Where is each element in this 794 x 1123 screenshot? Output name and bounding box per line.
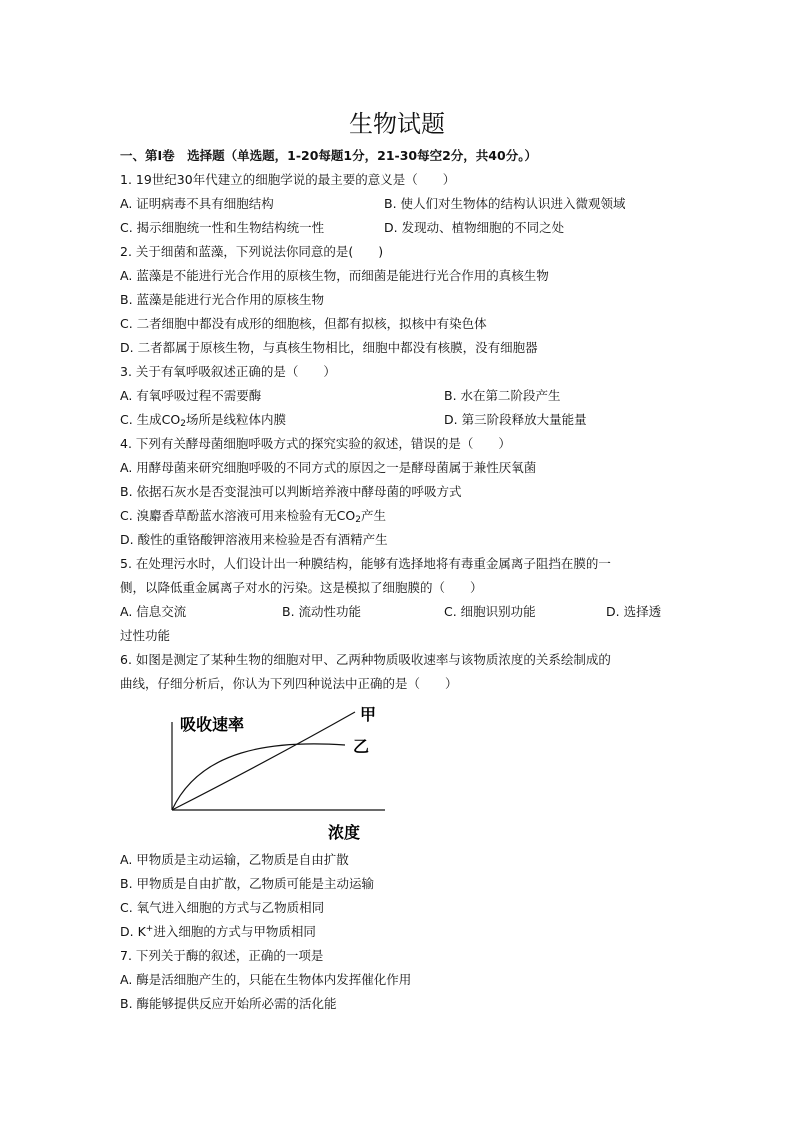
question-7-option-a: A. 酶是活细胞产生的，只能在生物体内发挥催化作用 [120, 972, 412, 987]
question-3-option-b: B. 水在第二阶段产生 [444, 388, 561, 403]
question-5-stem-line1: 5. 在处理污水时，人们设计出一种膜结构，能够有选择地将有毒重金属离子阻挡在膜的一 [120, 556, 611, 571]
page-title: 生物试题 [349, 110, 445, 138]
question-6-option-c: C. 氧气进入细胞的方式与乙物质相同 [120, 900, 325, 915]
section-header: 一、第Ⅰ卷 选择题（单选题，1-20每题1分，21-30每空2分，共40分。） [120, 148, 537, 163]
question-1-option-a: A. 证明病毒不具有细胞结构 [120, 196, 274, 211]
question-2-option-a: A. 蓝藻是不能进行光合作用的原核生物，而细菌是能进行光合作用的真核生物 [120, 268, 549, 283]
question-6-stem-line2: 曲线，仔细分析后，你认为下列四种说法中正确的是（ ） [120, 676, 458, 691]
question-4-option-b: B. 依据石灰水是否变混浊可以判断培养液中酵母菌的呼吸方式 [120, 484, 462, 499]
curve-yi [172, 744, 345, 810]
question-6-option-d: D. K+进入细胞的方式与甲物质相同 [120, 924, 316, 939]
question-4-option-c: C. 溴麝香草酚蓝水溶液可用来检验有无$CO_2$产生 [120, 508, 386, 525]
question-3-stem: 3. 关于有氧呼吸叙述正确的是（ ） [120, 364, 336, 379]
question-3-option-a: A. 有氧呼吸过程不需要酶 [120, 388, 262, 403]
question-5-option-b: B. 流动性功能 [282, 604, 362, 619]
x-axis-label: 浓度 [328, 823, 361, 842]
question-1-option-d: D. 发现动、植物细胞的不同之处 [384, 220, 565, 235]
question-1-option-b: B. 使人们对生物体的结构认识进入微观领域 [384, 196, 626, 211]
question-3-option-d: D. 第三阶段释放大量能量 [444, 412, 587, 427]
question-2-option-d: D. 二者都属于原核生物，与真核生物相比，细胞中都没有核膜，没有细胞器 [120, 340, 538, 355]
question-5-option-a: A. 信息交流 [120, 604, 187, 619]
absorption-curve-figure [160, 700, 400, 850]
question-5-option-d-wrap: 过性功能 [120, 628, 171, 643]
question-5-stem-line2: 侧，以降低重金属离子对水的污染。这是模拟了细胞膜的（ ） [120, 580, 483, 595]
question-4-stem: 4. 下列有关酵母菌细胞呼吸方式的探究实验的叙述，错误的是（ ） [120, 436, 511, 451]
y-axis-label: 吸收速率 [180, 715, 245, 734]
absorption-curve-svg [160, 700, 400, 850]
question-6-option-a: A. 甲物质是主动运输，乙物质是自由扩散 [120, 852, 349, 867]
question-5-option-d: D. 选择透 [606, 604, 662, 619]
question-6-stem-line1: 6. 如图是测定了某种生物的细胞对甲、乙两种物质吸收速率与该物质浓度的关系绘制成的 [120, 652, 611, 667]
question-2-stem: 2. 关于细菌和蓝藻，下列说法你同意的是( ) [120, 244, 384, 259]
question-7-stem: 7. 下列关于酶的叙述，正确的一项是 [120, 948, 324, 963]
series-label-yi: 乙 [353, 737, 370, 756]
series-label-jia: 甲 [360, 705, 377, 724]
question-4-option-a: A. 用酵母菌来研究细胞呼吸的不同方式的原因之一是酵母菌属于兼性厌氧菌 [120, 460, 537, 475]
question-1-option-c: C. 揭示细胞统一性和生物结构统一性 [120, 220, 325, 235]
question-2-option-c: C. 二者细胞中都没有成形的细胞核，但都有拟核，拟核中有染色体 [120, 316, 487, 331]
question-1-stem: 1. 19世纪30年代建立的细胞学说的最主要的意义是（ ） [120, 172, 456, 187]
question-3-option-c: C. 生成$CO_2$场所是线粒体内膜 [120, 412, 286, 429]
question-6-option-b: B. 甲物质是自由扩散，乙物质可能是主动运输 [120, 876, 375, 891]
question-5-option-c: C. 细胞识别功能 [444, 604, 536, 619]
question-7-option-b: B. 酶能够提供反应开始所必需的活化能 [120, 996, 337, 1011]
question-4-option-d: D. 酸性的重铬酸钾溶液用来检验是否有酒精产生 [120, 532, 388, 547]
question-2-option-b: B. 蓝藻是能进行光合作用的原核生物 [120, 292, 325, 307]
